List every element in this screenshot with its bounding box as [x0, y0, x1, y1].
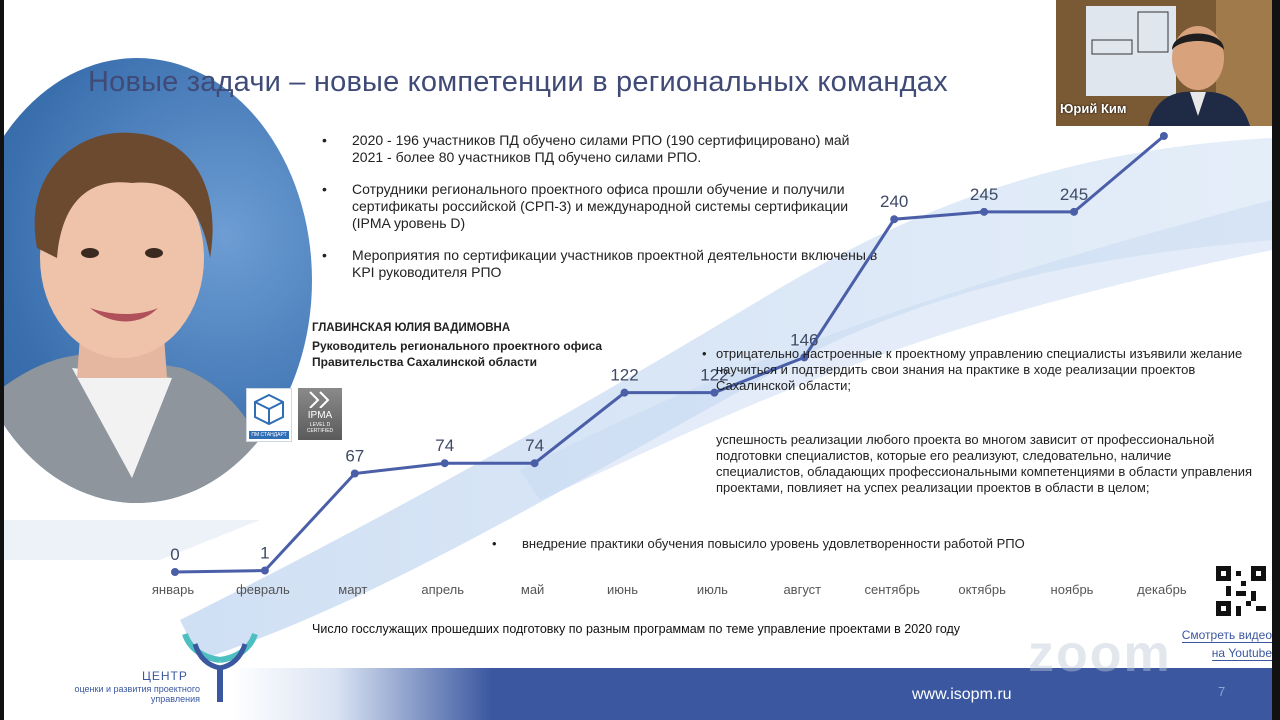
data-point — [890, 215, 898, 223]
x-tick-label: декабрь — [1137, 582, 1187, 597]
bullet-item: • Мероприятия по сертификации участников проектной деятельности включены в KPI руководителя РПО — [322, 247, 882, 281]
qr-code-icon[interactable] — [1216, 566, 1266, 616]
data-point — [171, 568, 179, 576]
data-label: 240 — [880, 192, 909, 212]
x-tick-label: май — [520, 582, 545, 597]
x-tick-label: июль — [696, 582, 728, 597]
x-tick-label: январь — [151, 582, 195, 597]
youtube-link-line[interactable]: на Youtube — [1211, 646, 1272, 660]
x-tick-label: февраль — [236, 582, 290, 597]
pm-standard-label: ПМ СТАНДАРТ — [249, 431, 289, 439]
data-label: 245 — [969, 184, 999, 204]
data-label: 1 — [260, 543, 270, 563]
x-tick-label: март — [338, 582, 368, 597]
x-tick-label: июнь — [607, 582, 638, 597]
x-tick-label: октябрь — [958, 582, 1006, 597]
zoom-watermark: zoom — [1028, 625, 1172, 683]
youtube-link-line[interactable]: Смотреть видео — [1181, 628, 1272, 642]
speaker-role-line: Руководитель регионального проектного офиса — [312, 339, 603, 353]
right-point — [716, 432, 1256, 496]
right-point-text: внедрение практики обучения повысило уровень удовлетворенности работой РПО — [522, 536, 1025, 551]
data-label: 122 — [610, 365, 639, 385]
data-point — [1160, 132, 1168, 140]
data-label: 146 — [790, 330, 819, 350]
data-point — [980, 208, 988, 216]
x-axis-months — [0, 582, 1280, 600]
chart-caption: Число госслужащих прошедших подготовку по разным программам по теме управление проектами в 2020 году — [312, 622, 961, 636]
data-point — [621, 389, 629, 397]
logo-subtitle: оценки и развития проектного управления — [74, 684, 200, 704]
bullet-item: • 2020 - 196 участников ПД обучено силами РПО (190 сертифицировано) май 2021 - более 80 участников ПД обучено силами РПО. — [322, 132, 882, 166]
footer-gradient — [232, 668, 492, 720]
video-frame-border — [0, 0, 4, 720]
video-frame-border — [1272, 0, 1280, 720]
ipma-title: IPMA — [307, 410, 333, 421]
data-point — [531, 459, 539, 467]
bullet-dot: • — [702, 346, 707, 361]
data-label: 122 — [700, 365, 729, 385]
speaker-role-line: Правительства Сахалинской области — [312, 355, 538, 369]
logo-title: ЦЕНТР — [142, 669, 188, 683]
youtube-link[interactable] — [1160, 626, 1272, 662]
x-tick-label: апрель — [421, 582, 465, 597]
data-label: 74 — [435, 436, 455, 456]
data-point — [441, 459, 449, 467]
x-tick-label: август — [783, 582, 822, 597]
bullet-item: • Сотрудники регионального проектного офиса прошли обучение и получили сертификаты российской (СРП-3) и международной системы сертификации (IPMA уровень D) — [322, 181, 882, 232]
speaker-name: ГЛАВИНСКАЯ ЮЛИЯ ВАДИМОВНА — [312, 322, 511, 334]
data-point — [351, 470, 359, 478]
data-point — [261, 567, 269, 575]
data-label: 67 — [345, 446, 365, 466]
data-label: 245 — [1059, 184, 1089, 204]
x-tick-label: ноябрь — [1050, 582, 1094, 597]
x-tick-label: сентябрь — [864, 582, 920, 597]
slide-title: Новые задачи – новые компетенции в региональных командах — [88, 66, 948, 98]
data-label: 74 — [525, 436, 545, 456]
data-point — [1070, 208, 1078, 216]
right-point-text: отрицательно настроенные к проектному управлению специалисты изъявили желание научиться и подтвердить свои знания на практике в ходе реализации проектов Сахалинской области; — [716, 346, 1243, 393]
right-point — [492, 536, 1162, 552]
footer-url: www.isopm.ru — [912, 686, 1012, 703]
data-label: 0 — [170, 545, 180, 564]
ipma-subtitle: LEVEL D CERTIFIED — [306, 422, 334, 434]
participant-name: Юрий Ким — [1060, 101, 1127, 116]
page-number: 7 — [1218, 684, 1226, 699]
webcam-video-tile[interactable] — [1056, 0, 1272, 126]
bullet-dot: • — [492, 536, 497, 551]
right-point-text: успешность реализации любого проекта во многом зависит от профессиональной подготовки специалистов, которые его реализуют, следовательно, наличие специалистов, обладающих профессиональными компетенциями в области управления проектами, повлияет на успех реализации проектов в области в целом; — [716, 432, 1253, 495]
